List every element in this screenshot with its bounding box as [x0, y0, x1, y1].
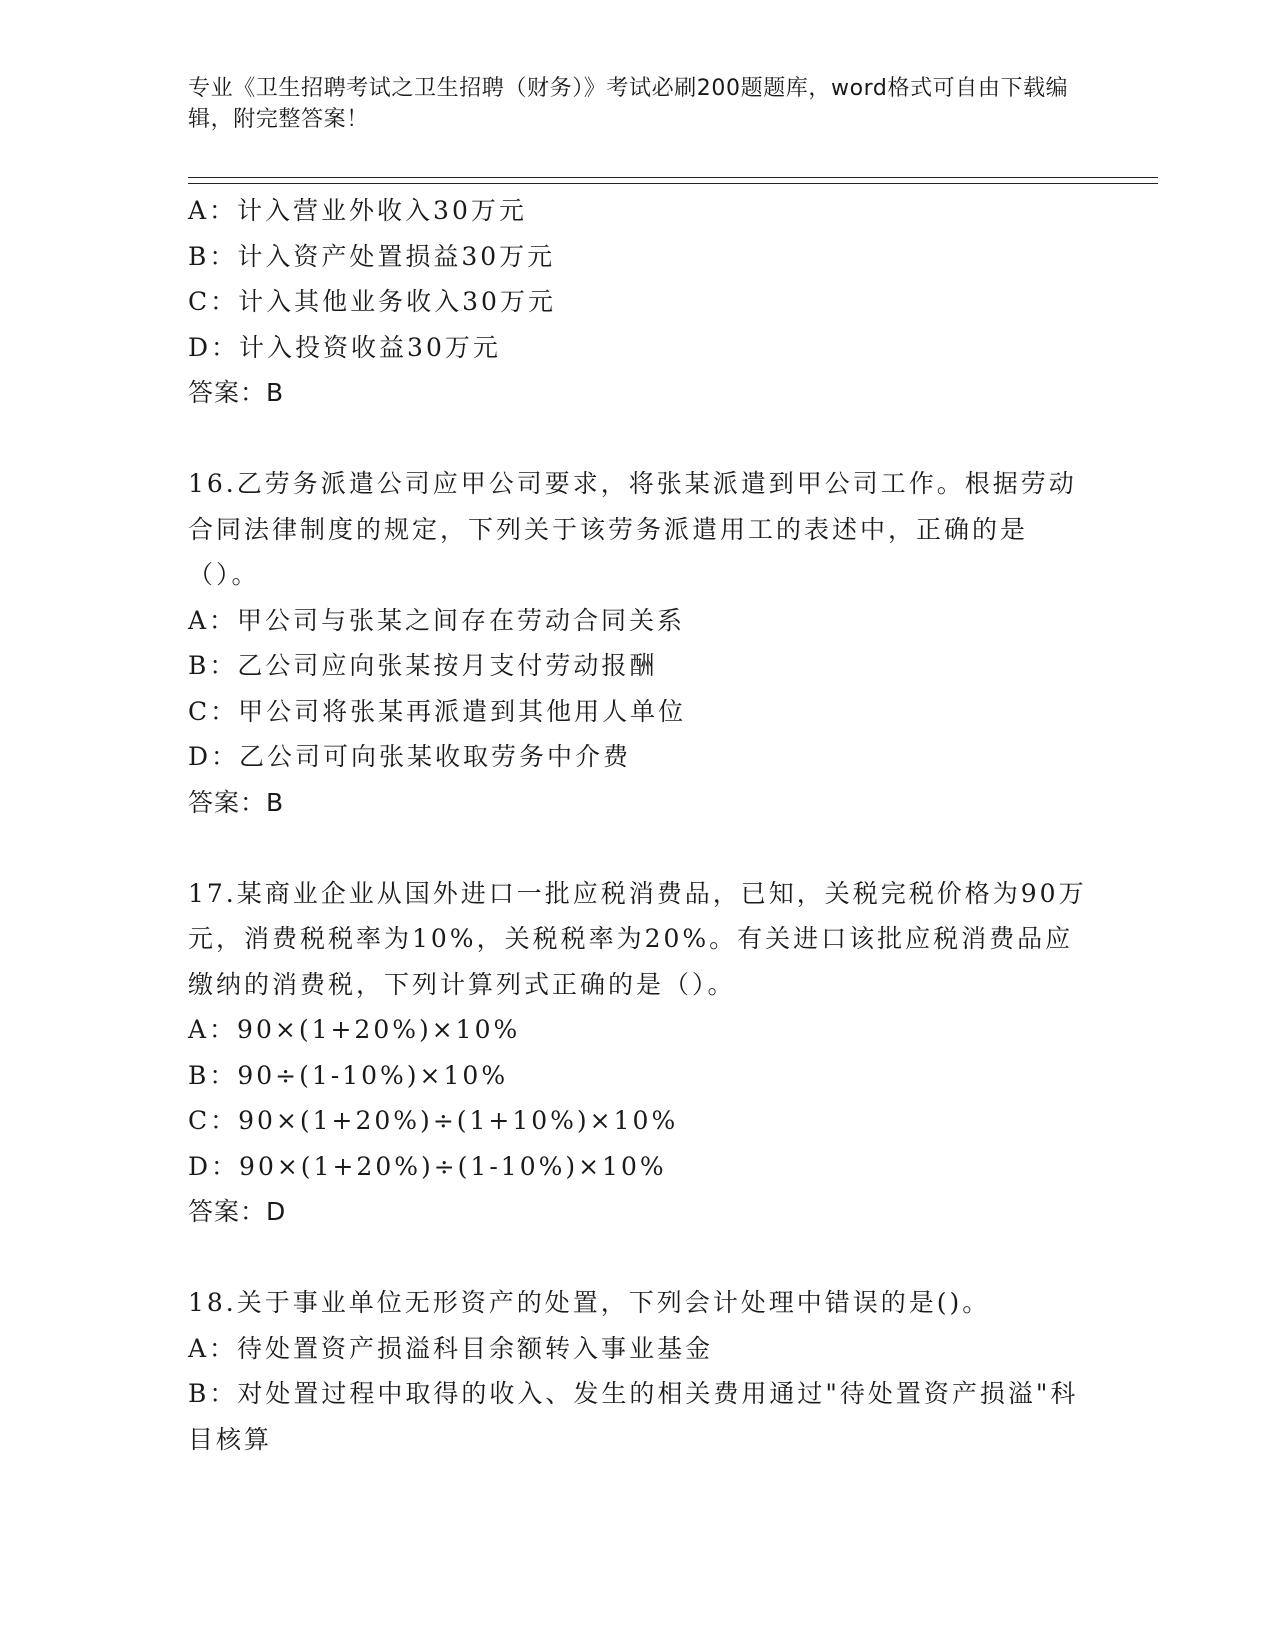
option-b: B：计入资产处置损益30万元	[188, 241, 556, 271]
document-header: 专业《卫生招聘考试之卫生招聘（财务）》考试必刷200题题库，word格式可自由下载编辑，附完整答案！	[188, 76, 1069, 132]
option-b: B：90÷(1-10%)×10%	[188, 1060, 509, 1090]
question-text: 18.关于事业单位无形资产的处置，下列会计处理中错误的是()。	[188, 1288, 991, 1317]
question-block-16	[188, 461, 1088, 825]
option-a: A：甲公司与张某之间存在劳动合同关系	[188, 605, 686, 635]
option-c: C：计入其他业务收入30万元	[188, 287, 556, 316]
option-d: D：90×(1+20%)÷(1-10%)×10%	[188, 1151, 667, 1181]
option-b: B：乙公司应向张某按月支付劳动报酬	[188, 651, 658, 680]
option-a: A：计入营业外收入30万元	[188, 196, 527, 225]
spacer	[188, 1235, 1088, 1281]
option-c: C：甲公司将张某再派遣到其他用人单位	[188, 696, 687, 726]
question-block-15	[188, 188, 1088, 416]
question-text: 17.某商业企业从国外进口一批应税消费品，已知，关税完税价格为90万元，消费税税率为10%，关税税率为20%。有关进口该批应税消费品应缴纳的消费税，下列计算列式正确的是（）。	[188, 878, 1087, 999]
option-d: D：计入投资收益30万元	[188, 332, 501, 362]
option-d: D：乙公司可向张某收取劳务中介费	[188, 742, 632, 771]
document-body	[188, 188, 1088, 1462]
header-divider-top	[188, 177, 1158, 178]
option-b: B：对处置过程中取得的收入、发生的相关费用通过"待处置资产损溢"科目核算	[188, 1379, 1079, 1454]
answer: 答案：B	[188, 378, 285, 407]
option-a: A：90×(1+20%)×10%	[188, 1015, 521, 1044]
answer: 答案：B	[188, 787, 285, 817]
option-c: C：90×(1+20%)÷(1+10%)×10%	[188, 1106, 679, 1135]
spacer	[188, 825, 1088, 871]
question-block-18	[188, 1280, 1088, 1462]
spacer	[188, 416, 1088, 462]
question-block-17	[188, 871, 1088, 1235]
option-a: A：待处置资产损溢科目余额转入事业基金	[188, 1333, 714, 1363]
question-text: 16.乙劳务派遣公司应甲公司要求，将张某派遣到甲公司工作。根据劳动合同法律制度的规定，下列关于该劳务派遣用工的表述中，正确的是（）。	[188, 469, 1077, 589]
header-divider-bottom	[188, 183, 1158, 184]
answer: 答案：D	[188, 1197, 287, 1226]
